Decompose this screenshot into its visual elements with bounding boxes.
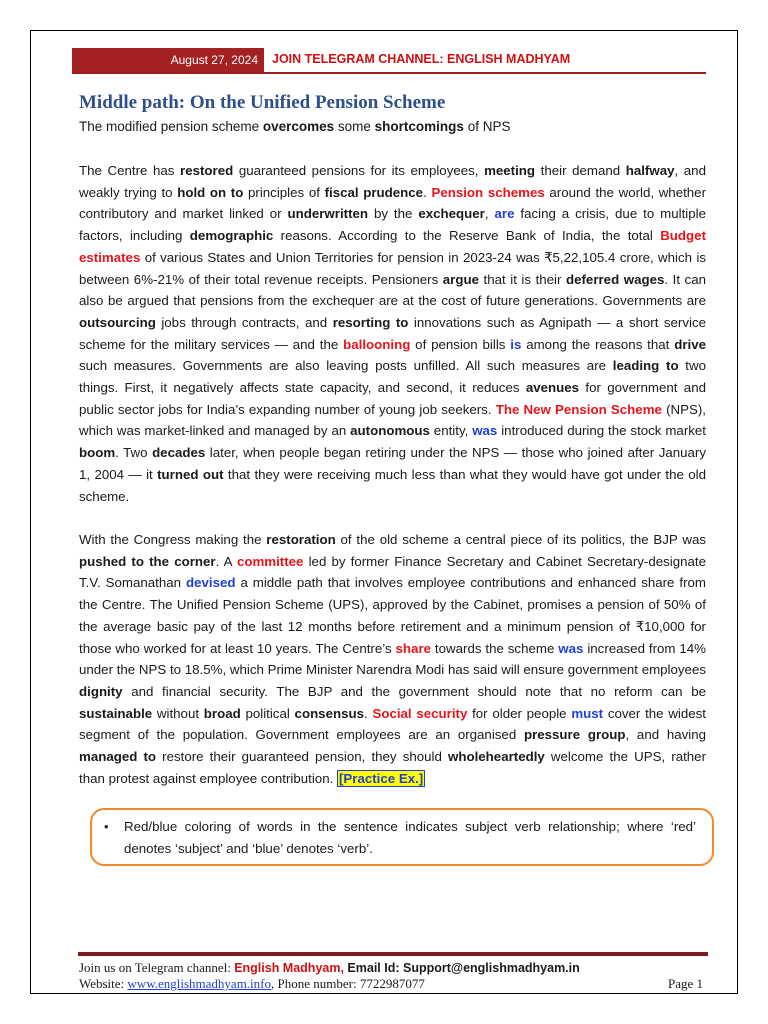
bold-term: autonomous [350, 423, 430, 439]
footer-contact-line [79, 960, 580, 976]
footer-website-link[interactable]: www.englishmadhyam.info [127, 976, 271, 991]
bold-term: pushed to the corner [79, 553, 216, 569]
bold-term: dignity [79, 683, 123, 699]
bold-term: decades [152, 445, 206, 461]
bold-term: boom [79, 445, 116, 461]
footer-join-label: Join us on Telegram channel: [79, 960, 235, 975]
footer-channel-name[interactable]: English Madhyam, [234, 961, 344, 975]
bold-term: restoration [266, 532, 336, 547]
bold-term: overcomes [262, 119, 335, 134]
bold-term: shortcomings [374, 119, 464, 134]
article-subtitle: The modified pension scheme overcomes some shortcomings of NPS [79, 119, 511, 134]
footer-divider [78, 952, 708, 956]
footer-website-line [79, 976, 425, 992]
header-bar [72, 48, 706, 74]
bold-term: broad [203, 705, 241, 721]
bold-term: sustainable [79, 705, 153, 721]
subject-term: committee [236, 553, 304, 569]
article-paragraph-2: With the Congress making the restoration of the old scheme a central piece of its politics, the BJP was pushed to the corner. A committee led by former Finance Secretary and Cabinet Secretary-designate T.V. Somanathan devised a middle path that involves employee contributions and enhanced share from the Centre. The Unified Pension Scheme (UPS), approved by the Cabinet, promises a pension of 50% of the average basic pay of the last 12 months before retirement and a minimum pension of ₹10,000 for those who worked for at least 10 years. The Centre’s share towards the scheme was increased from 14% under the NPS to 18.5%, which Prime Minister Narendra Modi has said will ensure government employees dignity and financial security. The BJP and the government should note that no reform can be sustainable without broad political consensus. Social security for older people must cover the widest segment of the population. Government employees are an organised pressure group, and having managed to restore their guaranteed pension, they should wholeheartedly welcome the UPS, rather than protest against employee contribution. [Practice Ex.] [79, 532, 707, 786]
bold-term: avenues [525, 380, 580, 396]
bold-term: leading to [612, 358, 679, 374]
note-bullet-icon: • [104, 819, 109, 834]
subject-term: Pension schemes [431, 184, 545, 200]
bold-term: deferred wages [565, 271, 665, 287]
page-number: Page 1 [668, 976, 704, 991]
subject-term: Budget estimates [79, 228, 706, 265]
article-paragraph-1: The Centre has restored guaranteed pensions for its employees, meeting their demand halfway, and weakly trying to hold on to principles of fiscal prudence. Pension schemes around the world, whether contributory and market linked or underwritten by the exchequer, are facing a crisis, due to multiple factors, including demographic reasons. According to the Reserve Bank of India, the total Budget estimates of various States and Union Territories for pension in 2023-24 was ₹5,22,105.4 crore, which is between 6%-21% of their total revenue receipts. Pensioners argue that it is their deferred wages. It can also be argued that pensions from the exchequer are at the cost of future generations. Governments are outsourcing jobs through contracts, and resorting to innovations such as Agnipath — a short service scheme for the military services — and the ballooning of pension bills is among the reasons that drive such measures. Governments are also leaving posts unfilled. All such measures are leading to two things. First, it negatively affects state capacity, and second, it reduces avenues for government and public sector jobs for India’s expanding number of young job seekers. The New Pension Scheme (NPS), which was market-linked and managed by an autonomous entity, was introduced during the stock market boom. Two decades later, when people began retiring under the NPS — those who joined after January 1, 2004 — it turned out that they were receiving much less than what they would have got under the old scheme. [79, 163, 707, 504]
verb-term: must [571, 705, 604, 721]
subject-term: share [395, 640, 432, 656]
bold-term: fiscal prudence [324, 184, 424, 200]
verb-term: was [558, 640, 584, 656]
bold-term: meeting [484, 163, 536, 178]
bold-term: underwritten [287, 206, 369, 222]
verb-term: was [472, 423, 498, 439]
subject-term: Social security [372, 705, 468, 721]
practice-exercise-tag[interactable]: [Practice Ex.] [338, 770, 424, 786]
article-title: Middle path: On the Unified Pension Scheme [79, 92, 446, 113]
bold-term: turned out [157, 466, 224, 482]
bold-term: drive [674, 336, 706, 352]
verb-term: is [510, 336, 522, 352]
bold-term: outsourcing [79, 314, 156, 330]
bold-term: wholeheartedly [448, 749, 545, 765]
bold-term: halfway [625, 163, 675, 178]
note-text: Red/blue coloring of words in the sentence indicates subject verb relationship; where ‘red’ denotes ‘subject’ and ‘blue’ denotes ‘verb’. [124, 819, 696, 856]
footer-website-label: Website: [79, 976, 128, 991]
bold-term: restored [180, 163, 234, 178]
bold-term: demographic [189, 228, 274, 244]
bold-term: exchequer [418, 206, 485, 222]
bold-term: argue [442, 271, 479, 287]
header-telegram-banner[interactable]: JOIN TELEGRAM CHANNEL: ENGLISH MADHYAM [272, 52, 571, 66]
bold-term: managed to [79, 749, 157, 765]
verb-term: are [494, 206, 515, 222]
header-date: August 27, 2024 [72, 48, 264, 72]
bold-term: resorting to [332, 314, 409, 330]
bold-term: consensus [294, 705, 365, 721]
subject-term: ballooning [343, 336, 411, 352]
footer-email[interactable]: Email Id: Support@englishmadhyam.in [343, 961, 580, 975]
bold-term: pressure group [523, 727, 626, 743]
footer-phone: , Phone number: 7722987077 [271, 976, 425, 991]
verb-term: devised [185, 575, 236, 591]
bold-term: hold on to [177, 184, 244, 200]
subject-term: The New Pension Scheme [495, 401, 662, 417]
